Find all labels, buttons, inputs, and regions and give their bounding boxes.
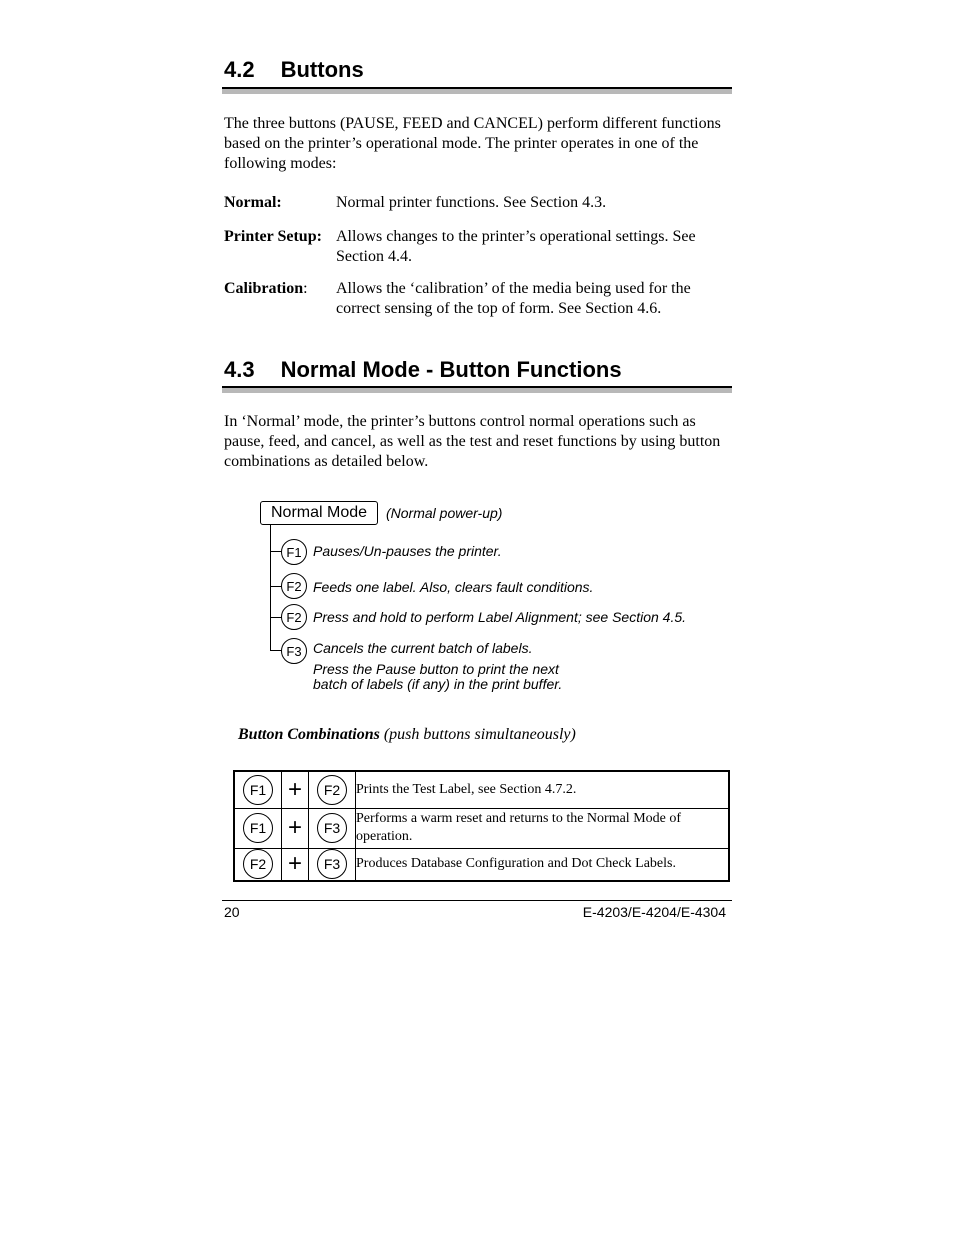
f3-button-icon: F3 bbox=[317, 813, 347, 843]
f3-button-icon: F3 bbox=[281, 638, 307, 664]
footer-rule bbox=[222, 900, 732, 901]
diagram-item-text: Cancels the current batch of labels. bbox=[313, 640, 533, 656]
combination-description: Performs a warm reset and returns to the Normal Mode of operation. bbox=[356, 808, 730, 848]
f2-button-icon: F2 bbox=[281, 573, 307, 599]
f3-button-icon: F3 bbox=[317, 849, 347, 879]
heading-rule bbox=[222, 386, 732, 393]
heading-rule bbox=[222, 87, 732, 94]
f2-button-icon: F2 bbox=[281, 604, 307, 630]
section-heading-4-2 bbox=[224, 57, 364, 83]
mode-note: (Normal power-up) bbox=[386, 505, 503, 521]
diagram-item-text: Press and hold to perform Label Alignment; see Section 4.5. bbox=[313, 609, 687, 625]
f1-button-icon: F1 bbox=[243, 775, 273, 805]
diagram-item-text: Feeds one label. Also, clears fault conditions. bbox=[313, 579, 594, 595]
table-row bbox=[234, 771, 729, 808]
diagram-item-text: Pauses/Un-pauses the printer. bbox=[313, 543, 502, 559]
section-heading-4-3 bbox=[224, 357, 622, 383]
table-row bbox=[234, 808, 729, 848]
combination-description: Prints the Test Label, see Section 4.7.2. bbox=[356, 771, 730, 808]
page-number: 20 bbox=[224, 904, 240, 920]
plus-sign: + bbox=[282, 808, 309, 848]
normal-mode-box: Normal Mode bbox=[260, 501, 378, 525]
mode-definition-printer-setup: Allows changes to the printer’s operational settings. See Section 4.4. bbox=[336, 228, 696, 265]
f2-button-icon: F2 bbox=[243, 849, 273, 879]
diagram-tree-line bbox=[270, 525, 271, 651]
mode-definition-calibration: Allows the ‘calibration’ of the media being used for the correct sensing of the top of form. See Section 4.6. bbox=[336, 280, 691, 317]
intro-paragraph: In ‘Normal’ mode, the printer’s buttons control normal operations such as pause, feed, and cancel, as well as the test and reset functions by using button combinations as detailed below. bbox=[224, 413, 721, 470]
intro-paragraph: The three buttons (PAUSE, FEED and CANCEL) perform different functions based on the printer’s operational mode. The printer operates in one of the following modes: bbox=[224, 115, 721, 172]
diagram-item-text: Press the Pause button to print the next bbox=[313, 661, 559, 677]
diagram-item-text: batch of labels (if any) in the print buffer. bbox=[313, 676, 563, 692]
section-number: 4.3 bbox=[224, 357, 255, 382]
plus-sign: + bbox=[282, 771, 309, 808]
mode-term-calibration: Calibration: bbox=[224, 280, 308, 297]
combinations-heading: Button Combinations (push buttons simultaneously) bbox=[238, 726, 576, 743]
f2-button-icon: F2 bbox=[317, 775, 347, 805]
combination-description: Produces Database Configuration and Dot Check Labels. bbox=[356, 848, 730, 881]
section-title: Buttons bbox=[280, 57, 364, 82]
table-row bbox=[234, 848, 729, 881]
combinations-table bbox=[233, 770, 730, 882]
f1-button-icon: F1 bbox=[281, 539, 307, 565]
mode-term-printer-setup: Printer Setup: bbox=[224, 228, 322, 245]
section-number: 4.2 bbox=[224, 57, 255, 82]
mode-term-normal: Normal: bbox=[224, 194, 282, 211]
mode-definition-normal: Normal printer functions. See Section 4.3. bbox=[336, 194, 607, 211]
section-title: Normal Mode - Button Functions bbox=[280, 357, 622, 382]
model-numbers: E-4203/E-4204/E-4304 bbox=[582, 904, 726, 920]
f1-button-icon: F1 bbox=[243, 813, 273, 843]
plus-sign: + bbox=[282, 848, 309, 881]
